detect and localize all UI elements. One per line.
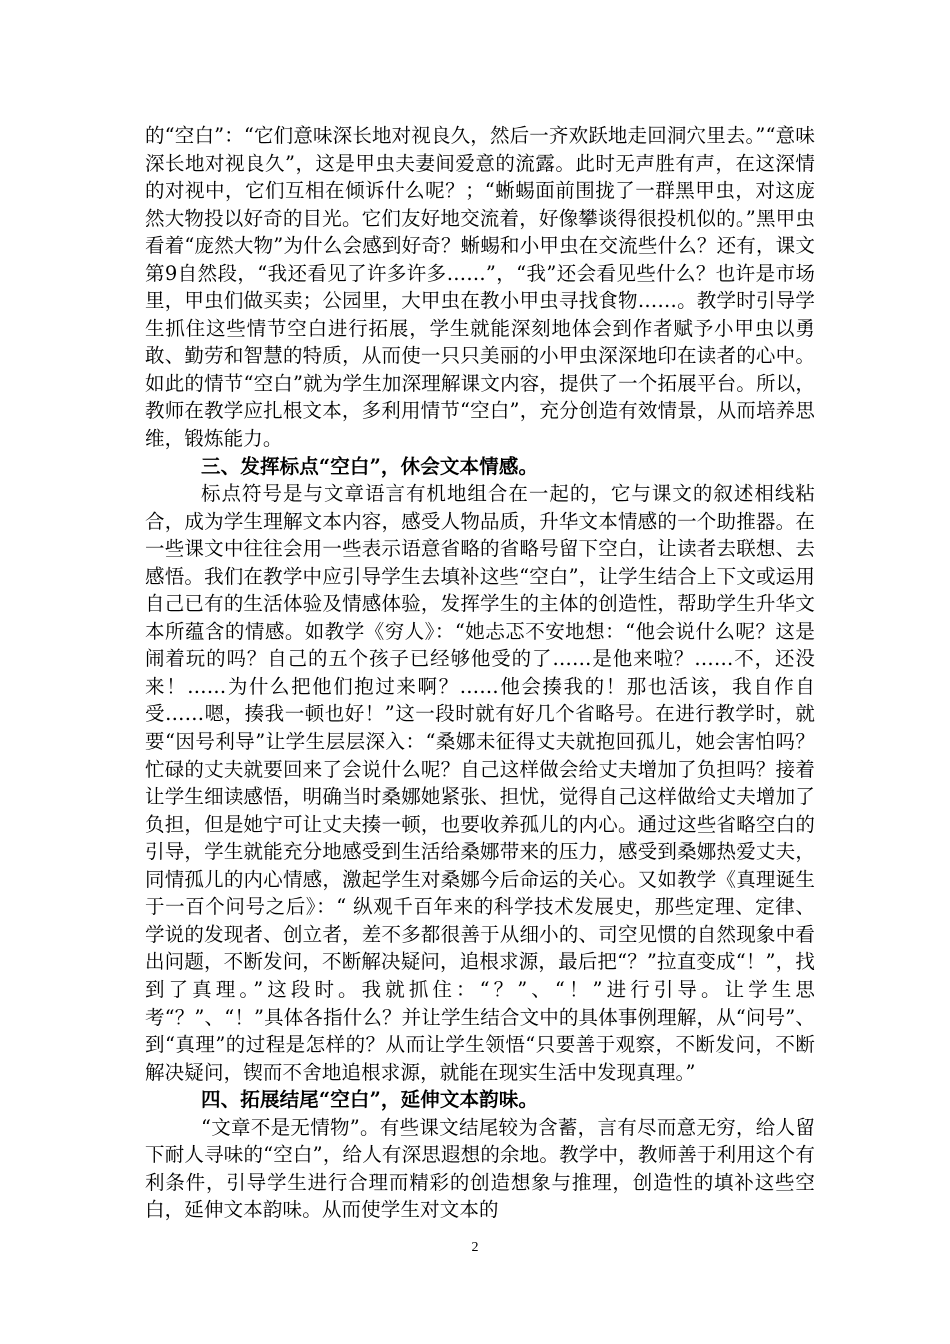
section-heading-3: 三、发挥标点“空白”，休会文本情感。 [201, 454, 539, 478]
document-body [145, 122, 815, 1224]
page-number: 2 [471, 1240, 479, 1255]
paragraph-continuation: 的“空白”：“它们意味深长地对视良久，然后一齐欢跃地走回洞穴里去。”“意味深长地对视良久”，这是甲虫夫妻间爱意的流露。此时无声胜有声，在这深情的对视中，它们互相在倾诉什么呢？；“蜥蜴面前围拢了一群黑甲虫，对这庞然大物投以好奇的目光。它们友好地交流着，好像攀谈得很投机似的。”黑甲虫看着“庞然大物”为什么会感到好奇？蜥蜴和小甲虫在交流些什么？还有，课文第9自然段，“我还看见了许多许多……”，“我”还会看见些什么？也许是市场里，甲虫们做买卖；公园里，大甲虫在教小甲虫寻找食物……。教学时引导学生抓住这些情节空白进行拓展，学生就能深刻地体会到作者赋予小甲虫以勇敢、勤劳和智慧的特质，从而使一只只美丽的小甲虫深深地印在读者的心中。如此的情节“空白”就为学生加深理解课文内容，提供了一个拓展平台。所以，教师在教学应扎根文本，多利用情节“空白”，充分创造有效情景，从而培养思维，锻炼能力。 [145, 124, 815, 451]
paragraph-ending: “文章不是无情物”。有些课文结尾较为含蓄，言有尽而意无穷，给人留下耐人寻味的“空白”，给人有深思遐想的余地。教学中，教师善于利用这个有利条件，引导学生进行合理而精彩的创造想象与推理，创造性的填补这些空白，延伸文本韵味。从而使学生对文本的 [145, 1115, 815, 1222]
section-heading-4: 四、拓展结尾“空白”，延伸文本韵味。 [201, 1088, 539, 1112]
paragraph-punctuation: 标点符号是与文章语言有机地组合在一起的，它与课文的叙述相线粘合，成为学生理解文本内容，感受人物品质，升华文本情感的一个助推器。在一些课文中往往会用一些表示语意省略的省略号留下空白，让读者去联想、去感悟。我们在教学中应引导学生去填补这些“空白”，让学生结合上下文或运用自己已有的生活体验及情感体验，发挥学生的主体的创造性，帮助学生升华文本所蕴含的情感。如教学《穷人》：“她忐忑不安地想：“他会说什么呢？这是闹着玩的吗？自己的五个孩子已经够他受的了……是他来啦？……不，还没来！……为什么把他们抱过来啊？……他会揍我的！那也活该，我自作自受……嗯，揍我一顿也好！”这一段时就有好几个省略号。在进行教学时，就要“因号利导”让学生层层深入：“桑娜未征得丈夫就抱回孤儿，她会害怕吗？忙碌的丈夫就要回来了会说什么呢？自己这样做会给丈夫增加了负担吗？接着让学生细读感悟，明确当时桑娜她紧张、担忧，觉得自己这样做给丈夫增加了负担，但是她宁可让丈夫揍一顿，也要收养孤儿的内心。通过这些省略空白的引导，学生就能充分地感受到生活给桑娜带来的压力，感受到桑娜热爱丈夫，同情孤儿的内心情感，激起学生对桑娜今后命运的关心。又如教学《真理诞生于一百个问号之后》：“ 纵观千百年来的科学技术发展史，那些定理、定律、学说的发现者、创立者，差不多都很善于从细小的、司空见惯的自然现象中看出问题，不断发问，不断解决疑问，追根求源，最后把“？”拉直变成“！”，找到了真理。”这段时。我就抓住：“？”、“！”进行引导。让学生思考“？”、“！”具体各指什么？并让学生结合文中的具体事例理解，从“问号”、到“真理”的过程是怎样的？从而让学生领悟“只要善于观察，不断发问，不断解决疑问，锲而不舍地追根求源，就能在现实生活中发现真理。” [145, 482, 815, 1084]
